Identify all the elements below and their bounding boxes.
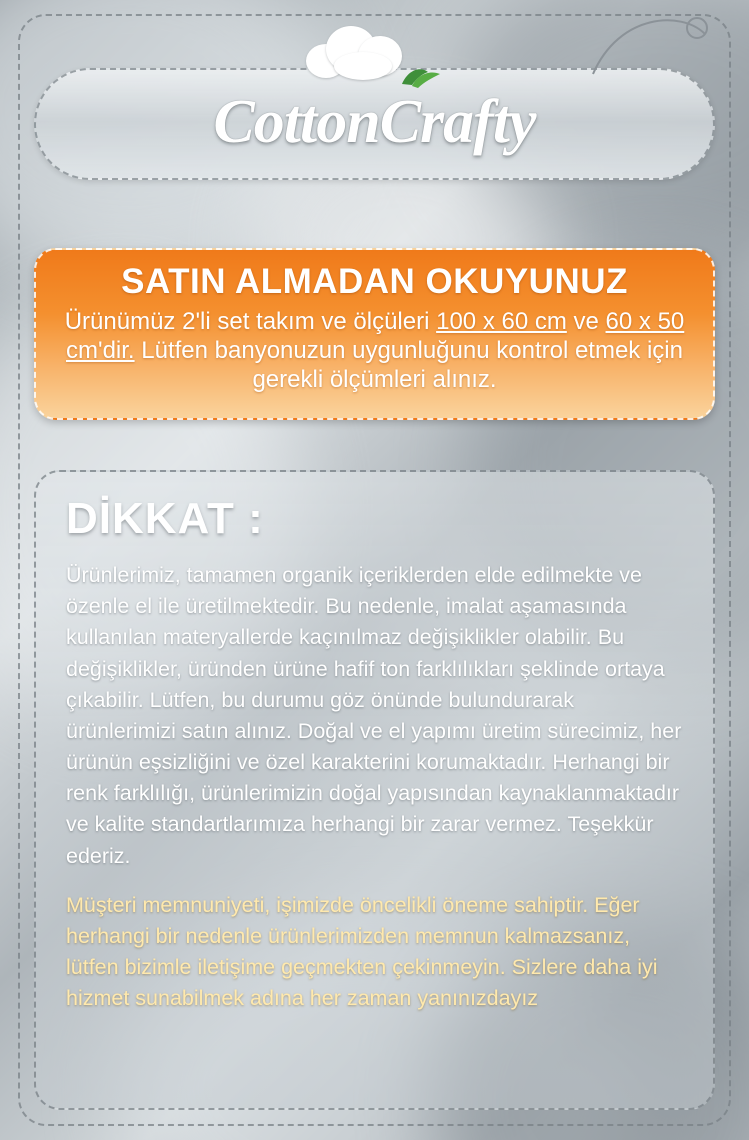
warning-line3: kontrol etmek için gerekli ölçümleri alınız. (252, 337, 683, 394)
leaf-icon (398, 64, 444, 90)
warning-body (56, 307, 693, 395)
attention-notice-box (34, 470, 715, 1110)
swoosh-icon (589, 8, 709, 78)
warning-title: SATIN ALMADAN OKUYUNUZ (121, 262, 628, 301)
brand-banner (34, 68, 715, 180)
notice-accent-paragraph: Müşteri memnuniyeti, işimizde öncelikli öneme sahiptir. Eğer herhangi bir nedenle ürünlerimizden memnun kalmazsanız, lütfen bizimle iletişime geçmekten çekinmeyin. Sizlere daha iyi hizmet sunabilmek adına her zaman yanınızdayız (66, 892, 658, 1011)
notice-title: DİKKAT : (66, 494, 264, 543)
warning-size-2: 60 x 50 cm'dir. (66, 307, 685, 365)
brand-name: CottonCrafty (213, 88, 536, 157)
warning-line2-post: Lütfen banyonuzun uygunluğunu (134, 337, 490, 365)
warning-line1-post: ve (566, 307, 599, 335)
purchase-warning-box (34, 248, 715, 420)
notice-paragraph: Ürünlerimiz, tamamen organik içeriklerden elde edilmekte ve özenle el ile üretilmektedir. Bu nedenle, imalat aşamasında kullanılan materyallerde kaçınılmaz değişiklikler olabilir. Bu değişiklikler, üründen ürüne hafif ton farklılıkları şeklinde ortaya çıkabilir. Lütfen, bu durumu göz önünde bulundurarak ürünlerimizi satın alınız. Doğal ve el yapımı üretim sürecimiz, her ürünün eşsizliğini ve özel karakterini korumaktadır. Herhangi bir renk farklılığı, ürünlerimizin doğal yapısından kaynaklanmaktadır ve kalite standartlarımıza herhangi bir zarar vermez. Teşekkür ederiz. (66, 563, 682, 868)
warning-size-1: 100 x 60 cm (436, 307, 567, 335)
warning-line1-pre: Ürünümüz 2'li set takım ve ölçüleri (64, 307, 437, 335)
